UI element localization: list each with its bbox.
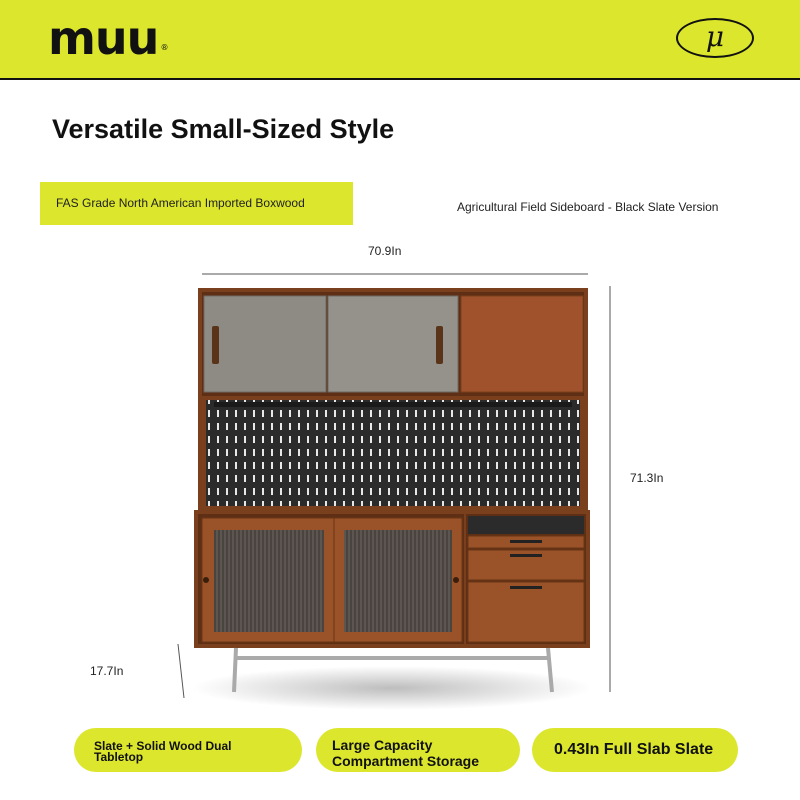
- drawer-bottom: [468, 582, 584, 642]
- page-title: Versatile Small-Sized Style: [52, 114, 395, 144]
- door-knob: [203, 577, 209, 583]
- hanging-rail: [214, 402, 572, 407]
- door-handle: [436, 326, 443, 364]
- upper-wood-door: [461, 296, 583, 392]
- floor-shadow: [192, 666, 592, 710]
- depth-label: 17.7In: [90, 664, 124, 678]
- material-tag: FAS Grade North American Imported Boxwood: [40, 182, 353, 225]
- slate-tray: [468, 516, 584, 534]
- feature-badge-slate: 0.43In Full Slab Slate: [532, 728, 738, 772]
- height-label: 71.3In: [630, 471, 664, 485]
- door-handle: [212, 326, 219, 364]
- brand-emblem-icon: μ: [676, 18, 754, 58]
- drawer-pull: [510, 554, 542, 557]
- drawer-pull: [510, 586, 542, 589]
- feature-badge-tabletop: [74, 728, 302, 772]
- registered-mark: ®: [160, 43, 168, 52]
- brand-name: muu: [48, 11, 159, 65]
- door-knob: [453, 577, 459, 583]
- feature-text: Compartment Storage: [332, 753, 480, 769]
- width-label: 70.9In: [368, 244, 402, 258]
- depth-dimension-line: [178, 644, 184, 698]
- feature-badge-storage: [316, 728, 520, 772]
- product-name: Agricultural Field Sideboard - Black Slate Version: [457, 200, 719, 214]
- drawer-pull: [510, 540, 542, 543]
- feature-text: Slate + Solid Wood Dual: [94, 739, 232, 753]
- feature-text: Large Capacity: [332, 737, 433, 753]
- feature-text: Tabletop: [94, 750, 144, 764]
- upper-glass-door-left: [204, 296, 326, 392]
